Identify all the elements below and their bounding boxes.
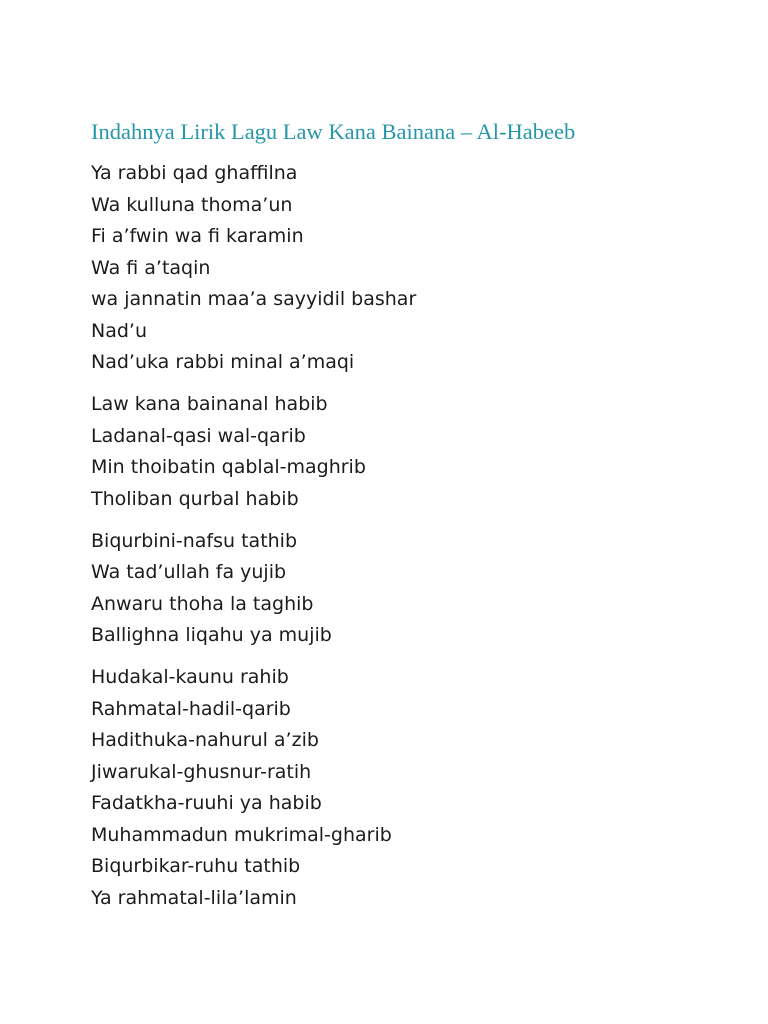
- lyric-line: Wa tad’ullah fa yujib: [91, 561, 287, 583]
- lyric-line: Ya rabbi qad ghaffilna: [91, 162, 298, 184]
- lyric-line: Nad’uka rabbi minal a’maqi: [91, 351, 355, 373]
- lyric-line: Fadatkha-ruuhi ya habib: [91, 792, 322, 814]
- stanza-4: [91, 662, 731, 914]
- stanza-3: [91, 526, 731, 652]
- lyric-line: Biqurbikar-ruhu tathib: [91, 855, 301, 877]
- lyric-line: Rahmatal-hadil-qarib: [91, 697, 291, 720]
- lyric-line: Wa fi a’taqin: [91, 256, 211, 279]
- stanza-2: [91, 389, 731, 515]
- lyric-line: Wa kulluna thoma’un: [91, 193, 293, 216]
- lyric-line: Fi a’fwin wa fi karamin: [91, 225, 304, 247]
- page-title: Indahnya Lirik Lagu Law Kana Bainana – Al-Habeeb: [91, 119, 576, 144]
- lyric-line: Hadithuka-nahurul a’zib: [91, 729, 319, 751]
- lyric-line: Min thoibatin qablal-maghrib: [91, 456, 366, 478]
- lyric-line: Muhammadun mukrimal-gharib: [91, 823, 392, 846]
- lyric-line: Nad’u: [91, 319, 147, 342]
- lyric-line: Tholiban qurbal habib: [91, 487, 299, 510]
- lyric-line: Hudakal-kaunu rahib: [91, 666, 289, 688]
- lyric-line: wa jannatin maa’a sayyidil bashar: [91, 288, 417, 310]
- lyric-line: Ladanal-qasi wal-qarib: [91, 424, 306, 447]
- lyric-line: Law kana bainanal habib: [91, 393, 328, 415]
- lyric-line: Jiwarukal-ghusnur-ratih: [91, 760, 312, 783]
- lyric-line: Ballighna liqahu ya mujib: [91, 624, 332, 646]
- stanza-1: [91, 158, 731, 379]
- lyric-line: Biqurbini-nafsu tathib: [91, 529, 298, 552]
- lyrics-body: [91, 158, 731, 925]
- lyric-line: Ya rahmatal-lila’lamin: [91, 886, 297, 909]
- lyric-line: Anwaru thoha la taghib: [91, 592, 314, 615]
